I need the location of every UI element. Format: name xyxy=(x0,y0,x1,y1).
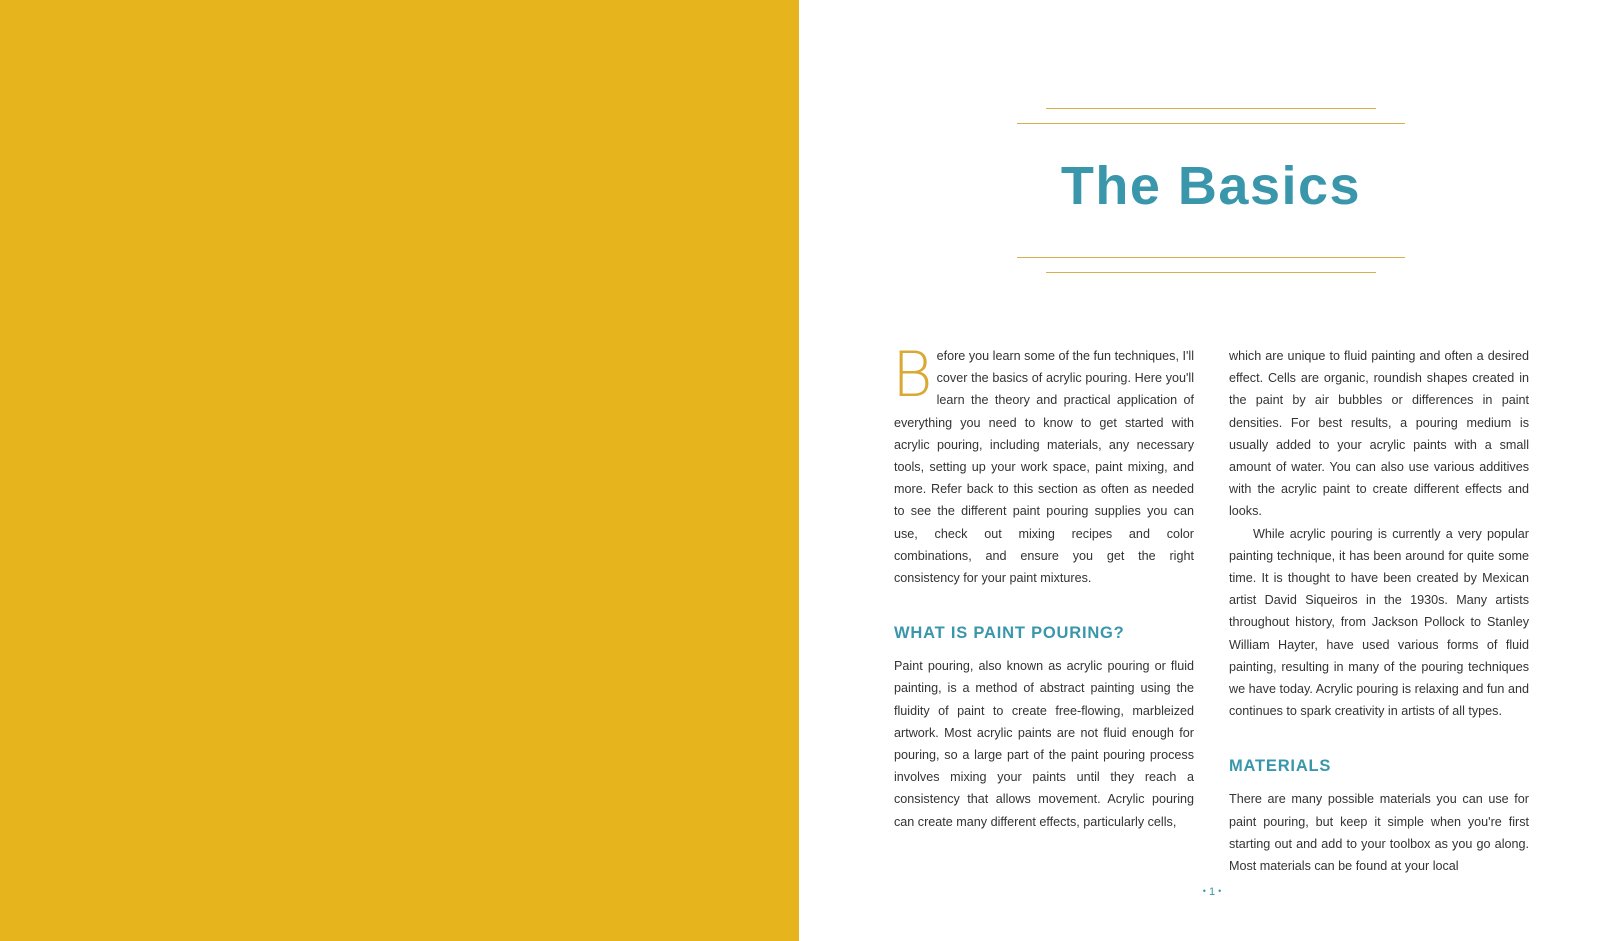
page-number xyxy=(1176,884,1248,899)
title-rule-bottom-long xyxy=(1017,257,1405,258)
yellow-left-page xyxy=(0,0,799,941)
intro-text: efore you learn some of the fun techniques, I'll cover the basics of acrylic pouring. Here you'll learn the theory and practical application of everything you need to know to get started with acrylic pouring, including materials, any necessary tools, setting up your work space, paint mixing, and more. Refer back to this section as often as needed to see the different paint pouring supplies you can use, check out mixing recipes and color combinations, and ensure you get the right consistency for your paint mixtures. xyxy=(894,349,1194,586)
page-number-value: 1 xyxy=(1208,886,1216,898)
section-heading-paint-pouring: WHAT IS PAINT POURING? xyxy=(894,624,1125,643)
title-rule-top-short xyxy=(1046,108,1376,109)
intro-paragraph xyxy=(892,338,1194,589)
paint-pouring-paragraph-continued: which are unique to fluid painting and often a desired effect. Cells are organic, roundish shapes created in the paint by air bubbles or differences in paint densities. For best results, a pouring medium is usually added to your acrylic paints with a small amount of water. You can also use various additives with the acrylic paint to create different effects and looks. xyxy=(1229,349,1529,519)
section-heading-materials: MATERIALS xyxy=(1229,757,1332,776)
text-column-left xyxy=(892,338,1194,833)
paint-pouring-paragraph: Paint pouring, also known as acrylic pouring or fluid painting, is a method of abstract painting using the fluidity of paint to create free-flowing, marbleized artwork. Most acrylic paints are not fluid enough for pouring, so a large part of the paint pouring process involves mixing your paints until they reach a consistency that allows movement. Acrylic pouring can create many different effects, particularly cells, xyxy=(894,659,1194,829)
page-title: The Basics xyxy=(1060,156,1362,216)
folio-bullet-left: • xyxy=(1202,886,1206,896)
drop-cap: B xyxy=(892,338,933,411)
title-rule-top-long xyxy=(1017,123,1405,124)
folio-bullet-right: • xyxy=(1218,886,1222,896)
text-column-right xyxy=(1229,345,1529,877)
history-paragraph: While acrylic pouring is currently a very popular painting technique, it has been around for quite some time. It is thought to have been created by Mexican artist David Siqueiros in the 1930s. Many artists throughout history, from Jackson Pollock to Stanley William Hayter, have used various forms of fluid painting, resulting in many of the pouring techniques we have today. Acrylic pouring is relaxing and fun and continues to spark creativity in artists of all types. xyxy=(1229,526,1529,719)
title-rule-bottom-short xyxy=(1046,272,1376,273)
materials-paragraph: There are many possible materials you can use for paint pouring, but keep it simple when you're first starting out and add to your toolbox as you go along. Most materials can be found at your local xyxy=(1229,792,1529,874)
